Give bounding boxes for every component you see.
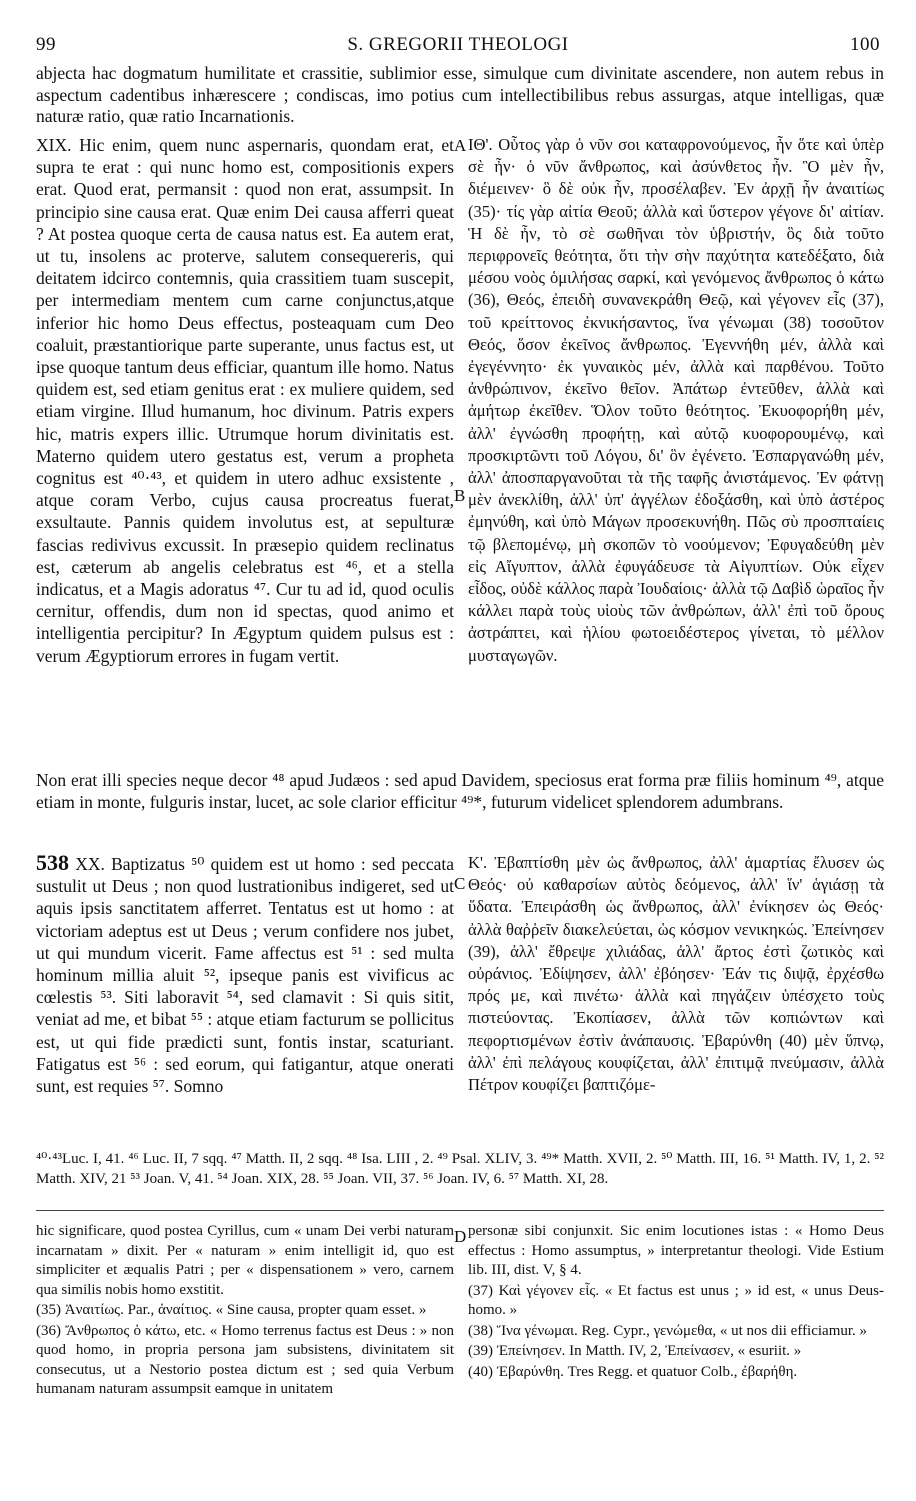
column-number: 538 [36, 850, 69, 875]
latin-text-19: XIX. Hic enim, quem nunc aspernaris, quondam erat, et supra te erat : qui nunc homo est, compositionis expers erat. Quod erat, permansit : quod non erat, assumpsit. In principio sine causa erat. Quæ enim Dei causa afferri queat ? At postea quoque certa de causa natus est. Ea autem erat, ut tu, insolens ac proterve, salutem consequereris, qui deitatem idcirco contemnis, quia crassitiem tuam suscepit, per intermediam mentem cum carne conjunctus,atque inferior hic homo Deus effectus, posteaquam cum Deo coaluit, præstantiorique parte superante, unus factus est, ut ipse quoque tantum deus efficiar, quantum ille homo. Natus quidem est, sed etiam genitus erat : ex muliere quidem, sed etiam virgine. Illud humanum, hoc divinum. Patris expers hic, matris expers illic. Utrumque horum divinitatis est. Materno quidem utero gestatus est, verum a propheta cognitus est ⁴⁰·⁴³, et quidem in utero adhuc exsistente , atque coram Verbo, cujus causa procreatus fuerat, exsultaute. Pannis quidem involutus est, at sepulturæ fascias redivivus excussit. In præsepio quidem reclinatus est, cæterum ab angelis celebratus est ⁴⁶, et a stella indicatus, et a Magis adoratus ⁴⁷. Cur tu ad id, quod oculis cernitur, offendis, dum non id spectas, quod animo et intelligentia percipitur? In Ægyptum quidem pulsus est : verum Ægyptiorum errores in fugam vertit. [36, 135, 454, 666]
note-item: (40) Ἐβαρύνθη. Tres Regg. et quatuor Colb., ἐβαρήθη. [468, 1363, 798, 1380]
intro-paragraph [36, 63, 884, 128]
latin-text-20: XX. Baptizatus ⁵⁰ quidem est ut homo : sed peccata sustulit ut Deus ; non quod lustrationibus indigeret, sed ut aquis ipsis sanctitatem afferret. Tentatus est ut homo : at victoriam adeptus est ut Deus ; verum confidere nos jubet, ut qui mundum vicerit. Fame affectus est ⁵¹ : sed multa hominum millia aluit ⁵², ipseque panis est vivificus ac cœlestis ⁵³. Siti laboravit ⁵⁴, sed clamavit : Si quis sitit, veniat ad me, et bibat ⁵⁵ : atque etiam facturum se pollicitus est, ut qui fide prædicti sunt, fontis instar, scaturiant. Fatigatus est ⁵⁶ : sed eorum, qui fatigantur, atque onerati sunt, est requies ⁵⁷. Somno [36, 854, 454, 1097]
latin-span-text: Non erat illi species neque decor ⁴⁸ apud Judæos : sed apud Davidem, speciosus erat forma præ filiis hominum ⁴⁹, atque etiam in monte, fulguris instar, lucet, ac sole clarior efficitur ⁴⁹*, futurum videlicet splendorem adumbrans. [36, 770, 884, 812]
running-title: S. GREGORII THEOLOGI [347, 34, 569, 55]
note-item: (37) Καὶ γέγονεν εἷς. « Et factus est unus ; » id est, « unus Deus-homo. » [468, 1282, 884, 1318]
scripture-references: ⁴⁰·⁴³Luc. I, 41. ⁴⁶ Luc. II, 7 sqq. ⁴⁷ Matth. II, 2 sqq. ⁴⁸ Isa. LIII , 2. ⁴⁹ Psal. XLIV, 3. ⁴⁹* Matth. XVII, 2. ⁵⁰ Matth. III, 16. ⁵¹ Matth. IV, 1, 2. ⁵² Matth. XIV, 21 ⁵³ Joan. V, 41. ⁵⁴ Joan. XIX, 28. ⁵⁵ Joan. VII, 37. ⁵⁶ Joan. IV, 6. ⁵⁷ Matth. XI, 28. [36, 1151, 884, 1187]
notes-right-column [468, 1222, 884, 1383]
greek-column-section-20 [468, 852, 884, 1096]
latin-section-20-para [36, 852, 454, 1097]
note-item: (36) Ἄνθρωπος ὁ κάτω, etc. « Homo terrenus factus est Deus : » non quod homo, in propria persona jam subsistens, divinitatem sit consecutus, ut a Nestorio postea dictum est ; sed quia Verbum humanam naturam assumpsit eamque in unitatem [36, 1322, 454, 1397]
note-item: personæ sibi conjunxit. Sic enim locutiones istas : « Homo Deus effectus : Homo assumptus, » interpretantur theologi. Vide Estium lib. III, dist. V, § 4. [468, 1223, 884, 1278]
left-page-number: 99 [36, 34, 56, 55]
footnote-divider [36, 1210, 884, 1211]
intro-text: abjecta hac dogmatum humilitate et crassitie, sublimior esse, simulque cum divinitate ascendere, non autem rebus in aspectum cadentibus inhærescere ; condiscas, imo potius cum intellectibilibus rebus assurgas, atque intelligas, quæ naturæ ratio, quæ ratio Incarnationis. [36, 63, 884, 127]
note-item: (38) Ἵνα γένωμαι. Reg. Cypr., γενώμεθα, « ut nos dii efficiamur. » [468, 1322, 868, 1339]
note-item: (39) Ἐπείνησεν. In Matth. IV, 2, Ἐπείνασεν, « esuriit. » [468, 1343, 802, 1359]
latin-spanning-paragraph [36, 770, 884, 813]
notes-left-column [36, 1222, 454, 1401]
note-item: hic significare, quod postea Cyrillus, cum « unam Dei verbi naturam incarnatam » dixit. Per « naturam » enim intelligit id, quo est simpliciter et æqualis Patri ; per « dispensationem » vero, carnem qua similis nobis homo exstitit. [36, 1223, 454, 1298]
running-header [36, 34, 880, 58]
latin-column-section-20 [36, 852, 454, 1097]
greek-column-section-19 [468, 134, 884, 667]
note-item: (35) Ἀναιτίως. Par., ἀναίτιος. « Sine causa, propter quam esset. » [36, 1302, 427, 1318]
margin-marker-b: B [454, 486, 466, 505]
margin-marker-c: C [454, 874, 466, 893]
margin-marker-d: D [454, 1227, 467, 1246]
margin-marker-a: A [454, 136, 467, 155]
greek-text-20: Κ'. Ἐβαπτίσθη μὲν ὡς ἄνθρωπος, ἀλλ' ἁμαρτίας ἔλυσεν ὡς Θεός· οὐ καθαρσίων αὐτὸς δεόμενος, ἀλλ' ἵν' ἁγιάσῃ τὰ ὕδατα. Ἐπειράσθη ὡς ἄνθρωπος, ἀλλ' ἐνίκησεν ὡς Θεός· ἀλλὰ θαῤῥεῖν διακελεύεται, ὡς κόσμον νενικηκώς. Ἐπείνησεν (39), ἀλλ' ἔθρεψε χιλιάδας, ἀλλ' ἄρτος ἐστὶ ζωτικὸς καὶ οὐράνιος. Ἐδίψησεν, ἀλλ' ἐβόησεν· Ἐάν τις διψᾷ, ἐρχέσθω πρός με, καὶ πινέτω· ἀλλὰ καὶ πηγάζειν ὑπέσχετο τοὺς πιστεύοντας. Ἐκοπίασεν, ἀλλὰ τῶν κοπιώντων καὶ πεφορτισμένων ἐστὶν ἀνάπαυσις. Ἐβαρύνθη (40) μὲν ὕπνῳ, ἀλλ' ἐπὶ πελάγους κουφίζεται, ἀλλ' ἐπιτιμᾷ πνεύμασιν, ἀλλὰ Πέτρον κουφίζει βαπτιζόμε- [468, 853, 884, 1095]
latin-column-section-19 [36, 134, 454, 667]
greek-text-19: ΙΘ'. Οὗτος γὰρ ὁ νῦν σοι καταφρονούμενος, ἦν ὅτε καὶ ὑπὲρ σὲ ἦν· ὁ νῦν ἄνθρωπος, καὶ ἀσύνθετος ἦν. Ὃ μὲν ἦν, διέμεινεν· ὃ δὲ οὐκ ἦν, προσέλαβεν. Ἐν ἀρχῇ ἦν ἀναιτίως (35)· τίς γὰρ αἰτία Θεοῦ; ἀλλὰ καὶ ὕστερον γέγονε δι' αἰτίαν. Ἡ δὲ ἦν, τὸ σὲ σωθῆναι τὸν ὑβριστήν, ὃς διὰ τοῦτο περιφρονεῖς θεότητα, ὅτι τὴν σὴν παχύτητα κατεδέξατο, διὰ μέσου νοὸς ὁμιλήσας σαρκί, καὶ γενόμενος ἄνθρωπος ὁ κάτω (36), Θεός, ἐπειδὴ συνανεκράθη Θεῷ, καὶ γέγονεν εἷς (37), τοῦ κρείττονος ἐκνικήσαντος, ἵνα γένωμαι (38) τοσοῦτον Θεός, ὅσον ἐκεῖνος ἄνθρωπος. Ἐγεννήθη μέν, ἀλλὰ καὶ ἐγεγέννητο· ἐκ γυναικὸς μέν, ἀλλὰ καὶ παρθένου. Τοῦτο ἀνθρώπινον, ἐκεῖνο θεῖον. Ἀπάτωρ ἐντεῦθεν, ἀλλὰ καὶ ἀμήτωρ ἐκεῖθεν. Ὅλον τοῦτο θεότητος. Ἐκυοφορήθη μέν, ἀλλ' ἐγνώσθη προφήτῃ, καὶ αὐτῷ κυοφορουμένῳ, καὶ προσκιρτῶντι τοῦ Λόγου, δι' ὃν ἐγένετο. Ἐσπαργανώθη μέν, ἀλλ' ἀποσπαργανοῦται τὰ τῆς ταφῆς ἀνιστάμενος. Ἐν φάτνῃ μὲν ἀνεκλίθη, ἀλλ' ὑπ' ἀγγέλων ἐδοξάσθη, καὶ ὑπὸ ἀστέρος ἐμηνύθη, καὶ ὑπὸ Μάγων προσεκυνήθη. Πῶς σὺ προσπταίεις τῷ βλεπομένῳ, μὴ σκοπῶν τὸ νοούμενον; Ἐφυγαδεύθη μὲν εἰς Αἴγυπτον, ἀλλὰ ἐφυγάδευσε τὰ Αἰγυπτίων. Οὐκ εἶχεν εἶδος, οὐδὲ κάλλος παρὰ Ἰουδαίοις· ἀλλὰ τῷ Δαβὶδ ὡραῖος ἦν κάλλει παρὰ τοὺς υἱοὺς τῶν ἀνθρώπων, ἀλλ' ἐπὶ τοῦ ὄρους ἀστράπτει, καὶ ἡλίου φωτοειδέστερος γίνεται, τὸ μέλλον μυσταγωγῶν. [468, 135, 884, 665]
right-page-number: 100 [850, 34, 880, 55]
